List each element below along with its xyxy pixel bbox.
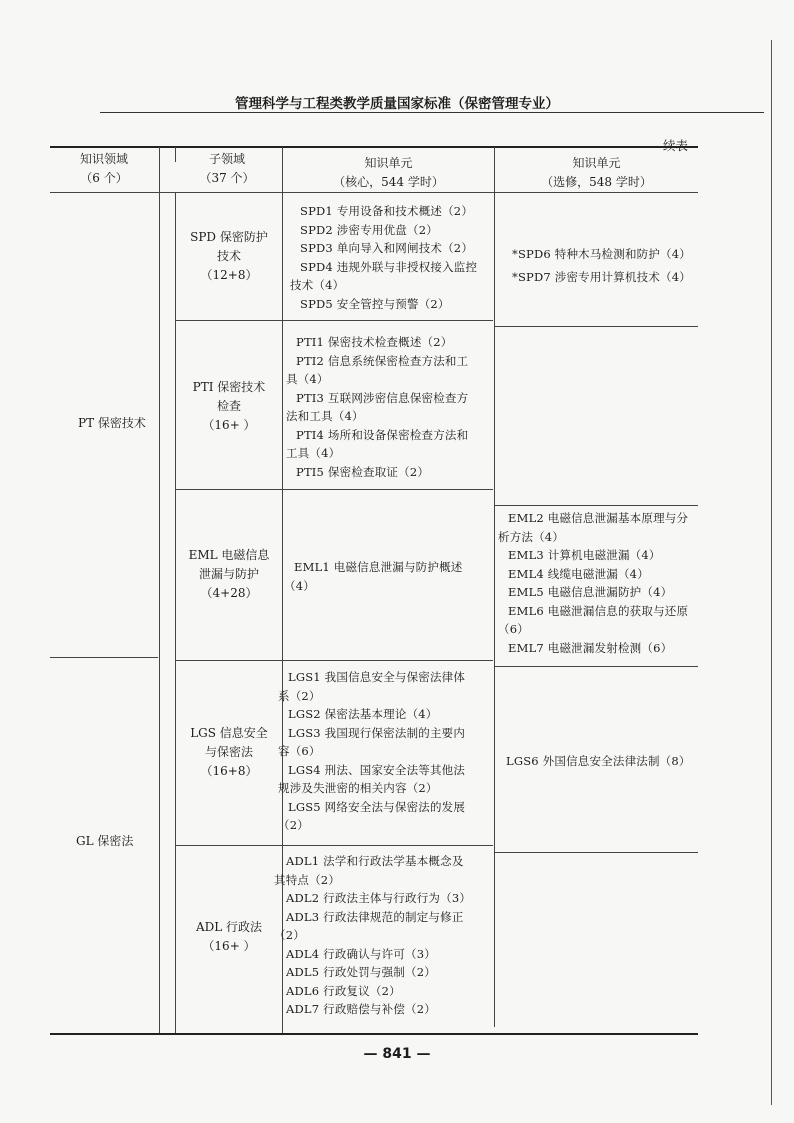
- knowledge-unit-spd3: SPD3 单向导入和网闸技术（2）: [300, 241, 474, 255]
- row-divider-spd-elective: [494, 326, 698, 327]
- knowledge-unit-lgs3: LGS3 我国现行保密法制的主要内: [288, 725, 466, 740]
- knowledge-unit-pti1: PTI1 保密技术检查概述（2）: [296, 335, 453, 349]
- knowledge-unit-adl1: ADL1 法学和行政法学基本概念及: [286, 854, 464, 868]
- header-subdomain: 子领域 （37 个）: [199, 152, 255, 185]
- knowledge-unit-adl7: ADL7 行政赔偿与补偿（2）: [286, 1002, 436, 1016]
- row-divider-eml-elective: [494, 666, 698, 667]
- knowledge-unit-pti2: PTI2 信息系统保密检查方法和工: [296, 353, 469, 368]
- knowledge-unit-eml2-cont: 析方法（4）: [498, 529, 565, 544]
- knowledge-unit-spd4-cont: 技术（4）: [290, 278, 345, 292]
- knowledge-unit-eml1: EML1 电磁信息泄漏与防护概述: [294, 560, 463, 574]
- header-divider: [50, 192, 698, 193]
- knowledge-unit-lgs3-cont: 容（6）: [278, 744, 321, 758]
- col-rule-4: [494, 147, 495, 1027]
- elective-units-lgs: [506, 752, 691, 771]
- domain-gl: GL 保密法: [76, 834, 134, 848]
- knowledge-unit-adl3: ADL3 行政法律规范的制定与修正: [286, 909, 464, 924]
- header-elective-units: 知识单元 （选修，548 学时）: [541, 156, 652, 189]
- core-units-lgs: [278, 668, 465, 835]
- row-divider-pti: [175, 489, 493, 490]
- col-rule-2b: [175, 192, 176, 1033]
- core-units-pti: [286, 333, 468, 481]
- row-divider-lgs: [175, 845, 493, 846]
- domain-pt: PT 保密技术: [78, 416, 146, 430]
- knowledge-unit-pti4-cont: 工具（4）: [286, 446, 341, 460]
- knowledge-unit-lgs5: LGS5 网络安全法与保密法的发展: [288, 799, 466, 814]
- knowledge-unit-pti3: PTI3 互联网涉密信息保密检查方: [296, 390, 469, 405]
- knowledge-unit-adl1-cont: 其特点（2）: [274, 872, 341, 887]
- knowledge-unit-spd7: *SPD7 涉密专用计算机技术（4）: [512, 269, 691, 284]
- knowledge-unit-adl3-cont: （2）: [274, 928, 305, 942]
- knowledge-unit-spd2: SPD2 涉密专用优盘（2）: [300, 222, 438, 237]
- subdomain-spd: SPD 保密防护 技术 （12+8）: [190, 230, 268, 282]
- col-rule-1: [159, 147, 160, 1033]
- continued-label: [663, 136, 688, 154]
- knowledge-unit-adl6: ADL6 行政复议（2）: [286, 983, 401, 998]
- knowledge-unit-adl5: ADL5 行政处罚与强制（2）: [286, 965, 436, 979]
- row-divider-lgs-elective: [494, 852, 698, 853]
- knowledge-unit-pti2-cont: 具（4）: [286, 372, 329, 386]
- header-rule: [100, 112, 764, 113]
- knowledge-unit-spd1: SPD1 专用设备和技术概述（2）: [300, 204, 474, 218]
- knowledge-unit-lgs4: LGS4 刑法、国家安全法等其他法: [288, 762, 466, 777]
- knowledge-unit-spd6: *SPD6 特种木马检测和防护（4）: [512, 247, 691, 261]
- subdomain-pti: PTI 保密技术 检查 （16+ ）: [192, 380, 266, 432]
- knowledge-unit-eml5: EML5 电磁信息泄漏防护（4）: [508, 585, 673, 599]
- knowledge-unit-pti4: PTI4 场所和设备保密检查方法和: [296, 427, 469, 442]
- knowledge-unit-eml6-cont: （6）: [498, 622, 529, 636]
- knowledge-unit-lgs2: LGS2 保密法基本理论（4）: [288, 707, 438, 721]
- subdomain-adl: ADL 行政法 （16+ ）: [195, 920, 263, 953]
- table-top-rule: [50, 146, 698, 148]
- knowledge-unit-lgs6: LGS6 外国信息安全法律法制（8）: [506, 754, 691, 768]
- elective-units-spd: [512, 245, 691, 286]
- row-divider-eml: [175, 660, 493, 661]
- knowledge-unit-eml6: EML6 电磁泄漏信息的获取与还原: [508, 603, 689, 618]
- knowledge-unit-eml4: EML4 线缆电磁泄漏（4）: [508, 566, 649, 581]
- knowledge-unit-spd5: SPD5 安全管控与预警（2）: [300, 296, 450, 311]
- knowledge-unit-pti3-cont: 法和工具（4）: [286, 409, 364, 423]
- knowledge-unit-adl2: ADL2 行政法主体与行政行为（3）: [286, 891, 472, 905]
- row-divider-spd: [175, 320, 493, 321]
- knowledge-unit-lgs1-cont: 系（2）: [278, 688, 321, 703]
- elective-units-eml: [498, 509, 688, 657]
- subdomain-lgs: LGS 信息安全 与保密法 （16+8）: [190, 726, 268, 778]
- col-rule-2: [175, 147, 176, 162]
- running-header: 管理科学与工程类教学质量国家标准（保密管理专业）: [235, 96, 559, 112]
- table-bottom-rule: [50, 1033, 698, 1035]
- knowledge-unit-pti5: PTI5 保密检查取证（2）: [296, 464, 430, 479]
- page-edge-rule: [771, 40, 772, 1105]
- header-domain: 知识领域 （6 个）: [79, 152, 128, 185]
- knowledge-unit-eml7: EML7 电磁泄漏发射检测（6）: [508, 640, 673, 655]
- knowledge-unit-adl4: ADL4 行政确认与许可（3）: [286, 946, 436, 961]
- knowledge-unit-lgs1: LGS1 我国信息安全与保密法律体: [288, 670, 466, 684]
- page-number: — 841 —: [363, 1046, 431, 1062]
- core-units-spd: [290, 202, 477, 313]
- knowledge-unit-spd4: SPD4 违规外联与非授权接入监控: [300, 259, 478, 274]
- row-divider-pti-elective: [494, 505, 698, 506]
- subdomain-eml: EML 电磁信息 泄漏与防护 （4+28）: [188, 548, 270, 600]
- core-units-adl: [274, 852, 471, 1019]
- knowledge-unit-lgs4-cont: 规涉及失泄密的相关内容（2）: [278, 781, 438, 795]
- knowledge-unit-eml2: EML2 电磁信息泄漏基本原理与分: [508, 511, 689, 525]
- knowledge-unit-eml3: EML3 计算机电磁泄漏（4）: [508, 548, 661, 562]
- domain-divider: [50, 657, 158, 658]
- knowledge-unit-eml1-cont: （4）: [284, 578, 315, 593]
- knowledge-unit-lgs5-cont: （2）: [278, 818, 309, 832]
- header-core-units: 知识单元 （核心，544 学时）: [333, 156, 444, 189]
- core-units-eml: [282, 558, 462, 595]
